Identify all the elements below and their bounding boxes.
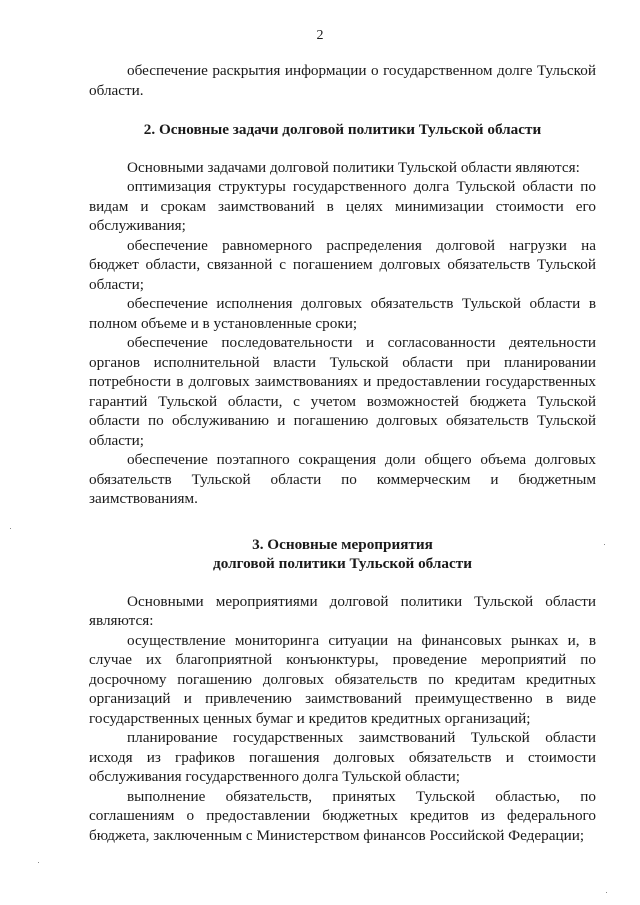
section-2-item: обеспечение исполнения долговых обязательств Тульской области в полном объеме и в установленные сроки;: [89, 295, 596, 332]
section-2-lead: Основными задачами долговой политики Тульской области являются:: [127, 158, 580, 176]
scan-speck: [604, 544, 605, 545]
section-3-heading-line-1: 3. Основные мероприятия: [252, 535, 433, 553]
section-2-item: обеспечение поэтапного сокращения доли общего объема долговых обязательств Тульской области по коммерческим и бюджетным заимствованиям.: [89, 451, 596, 507]
page-number: 2: [316, 28, 324, 43]
scan-speck: [38, 862, 39, 863]
section-3-heading-line-2: долговой политики Тульской области: [213, 555, 472, 572]
section-3-item: планирование государственных заимствований Тульской области исходя из графиков погашения долговых обязательств и стоимости обслуживания государственного долга Тульской области;: [89, 729, 596, 785]
section-2-heading: 2. Основные задачи долговой политики Тульской области: [143, 121, 542, 138]
scan-speck: [606, 892, 607, 893]
intro-paragraph: обеспечение раскрытия информации о государственном долге Тульской области.: [89, 62, 596, 99]
document-body: [89, 61, 596, 845]
section-2-item: обеспечение равномерного распределения долговой нагрузки на бюджет области, связанной с погашением долговых обязательств Тульской области;: [89, 236, 596, 293]
section-2-item: обеспечение последовательности и согласованности деятельности органов исполнительной власти Тульской области при планировании потребности в долговых заимствованиях и предоставлении государственных гарантий Тульской области, с учетом возможностей бюджета Тульской области по обслуживанию и погашению долговых обязательств Тульской области;: [89, 334, 596, 449]
section-3-item: выполнение обязательств, принятых Тульской областью, по соглашениям о предоставлении бюджетных кредитов из федерального бюджета, заключенным с Министерством финансов Российской Федерации;: [89, 787, 596, 844]
section-2-item: оптимизация структуры государственного долга Тульской области по видам и срокам заимствований в целях минимизации стоимости его обслуживания;: [89, 178, 596, 234]
scan-speck: [10, 528, 11, 529]
section-3-lead: Основными мероприятиями долговой политики Тульской области являются:: [89, 592, 596, 629]
section-3-item: осуществление мониторинга ситуации на финансовых рынках и, в случае их благоприятной конъюнктуры, проведение мероприятий по досрочному погашению долговых обязательств по кредитам кредитных организаций и привлечению заимствований преимущественно в виде государственных ценных бумаг и кредитов кредитных организаций;: [89, 631, 596, 727]
